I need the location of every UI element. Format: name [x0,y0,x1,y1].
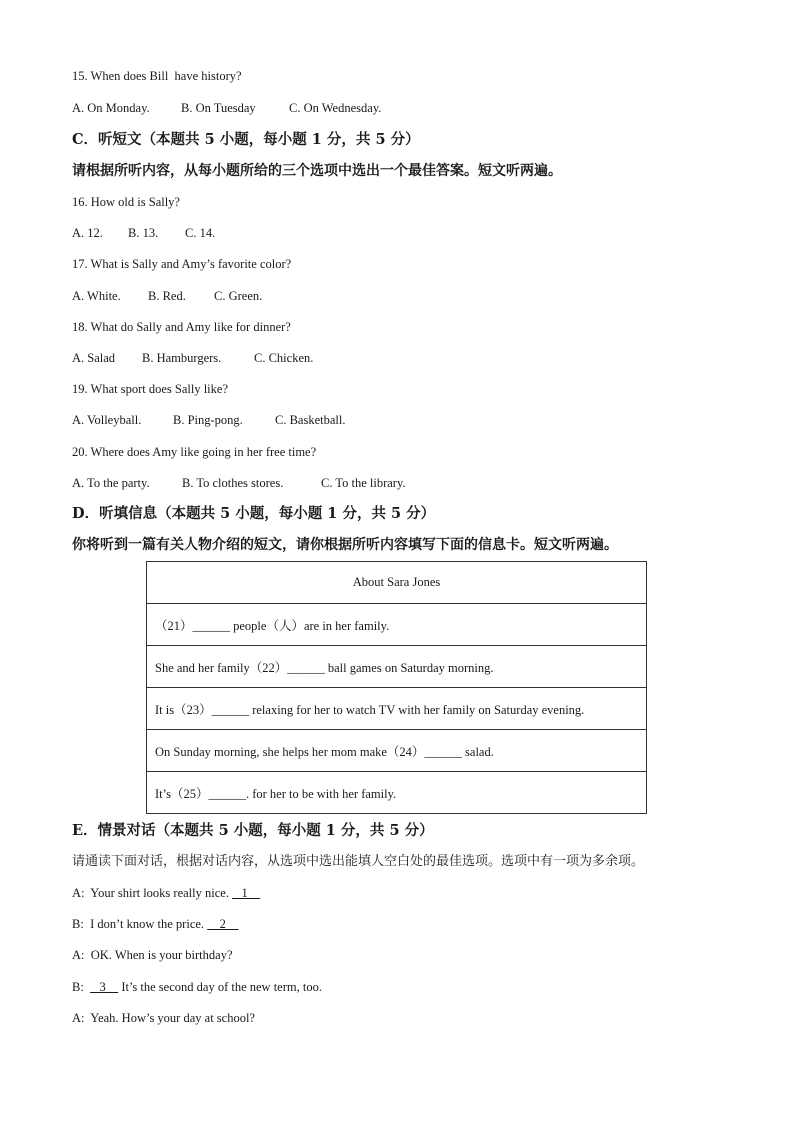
q20-option-b: B. To clothes stores. [182,476,284,490]
section-e-instruction: 请通读下面对话，根据对话内容，从选项中选出能填人空白处的最佳选项。选项中有一项为多余项。 [72,854,645,869]
dialogue-line-3 [72,947,233,963]
dialogue-line-2 [72,916,238,932]
q15-option-b: B. On Tuesday [181,101,256,115]
table-row [147,646,647,688]
table-row [147,772,647,814]
question-17: 17. What is Sally and Amy’s favorite color? [72,257,292,271]
info-card-row-24: On Sunday morning, she helps her mom make（24）______ salad. [147,730,647,772]
section-e-heading: E．情景对话（本题共 5 小题，每小题 1 分，共 5 分） [72,822,434,839]
dialogue-text: Your shirt looks really nice. [90,886,233,900]
info-card-row-22: She and her family（22）______ ball games on Saturday morning. [147,646,647,688]
info-card-table [146,561,647,814]
dialogue-text: It’s the second day of the new term, too. [118,980,322,994]
q17-option-b: B. Red. [148,289,186,303]
dialogue-text: OK. When is your birthday? [90,948,233,962]
dialogue-speaker: B: [72,980,84,994]
q17-option-c: C. Green. [214,289,263,303]
dialogue-blank-1: 1 [232,886,261,900]
q20-option-c: C. To the library. [321,476,406,490]
dialogue-line-5 [72,1010,255,1026]
dialogue-line-1 [72,885,260,901]
question-15: 15. When does Bill have history? [72,69,242,83]
info-card-row-21: （21）______ people（人）are in her family. [147,604,647,646]
q19-option-c: C. Basketball. [275,413,346,427]
q15-option-a: A. On Monday. [72,101,150,115]
section-c-instruction: 请根据所听内容，从每小题所给的三个选项中选出一个最佳答案。短文听两遍。 [72,163,562,179]
dialogue-text: Yeah. How’s your day at school? [90,1011,255,1025]
info-card-title: About Sara Jones [147,562,647,604]
q19-option-b: B. Ping-pong. [173,413,243,427]
q18-option-b: B. Hamburgers. [142,351,222,365]
table-row [147,688,647,730]
info-card-row-23: It is（23）______ relaxing for her to watch TV with her family on Saturday evening. [147,688,647,730]
dialogue-speaker: A: [72,1011,85,1025]
dialogue-line-4 [72,979,322,995]
dialogue-speaker: A: [72,886,85,900]
section-d-instruction: 你将听到一篇有关人物介绍的短文，请你根据所听内容填写下面的信息卡。短文听两遍。 [72,537,618,553]
q15-option-c: C. On Wednesday. [289,101,382,115]
section-d-heading: D．听填信息（本题共 5 小题，每小题 1 分，共 5 分） [72,505,436,522]
question-18: 18. What do Sally and Amy like for dinner? [72,320,291,334]
q16-option-c: C. 14. [185,226,216,240]
table-row [147,604,647,646]
question-16: 16. How old is Sally? [72,195,180,209]
q20-option-a: A. To the party. [72,476,150,490]
section-c-heading: C．听短文（本题共 5 小题，每小题 1 分，共 5 分） [72,131,420,148]
q16-option-b: B. 13. [128,226,159,240]
q18-option-a: A. Salad [72,351,116,365]
table-row [147,730,647,772]
q18-option-c: C. Chicken. [254,351,314,365]
q19-option-a: A. Volleyball. [72,413,142,427]
dialogue-speaker: A: [72,948,85,962]
dialogue-blank-3: 3 [90,980,119,994]
q16-option-a: A. 12. [72,226,103,240]
info-card-title-row [147,562,647,604]
question-20: 20. Where does Amy like going in her free time? [72,445,317,459]
dialogue-speaker: B: [72,917,84,931]
question-19: 19. What sport does Sally like? [72,382,228,396]
info-card-row-25: It’s（25）______. for her to be with her family. [147,772,647,814]
dialogue-text: I don’t know the price. [90,917,208,931]
q17-option-a: A. White. [72,289,121,303]
dialogue-blank-2: 2 [207,917,239,931]
